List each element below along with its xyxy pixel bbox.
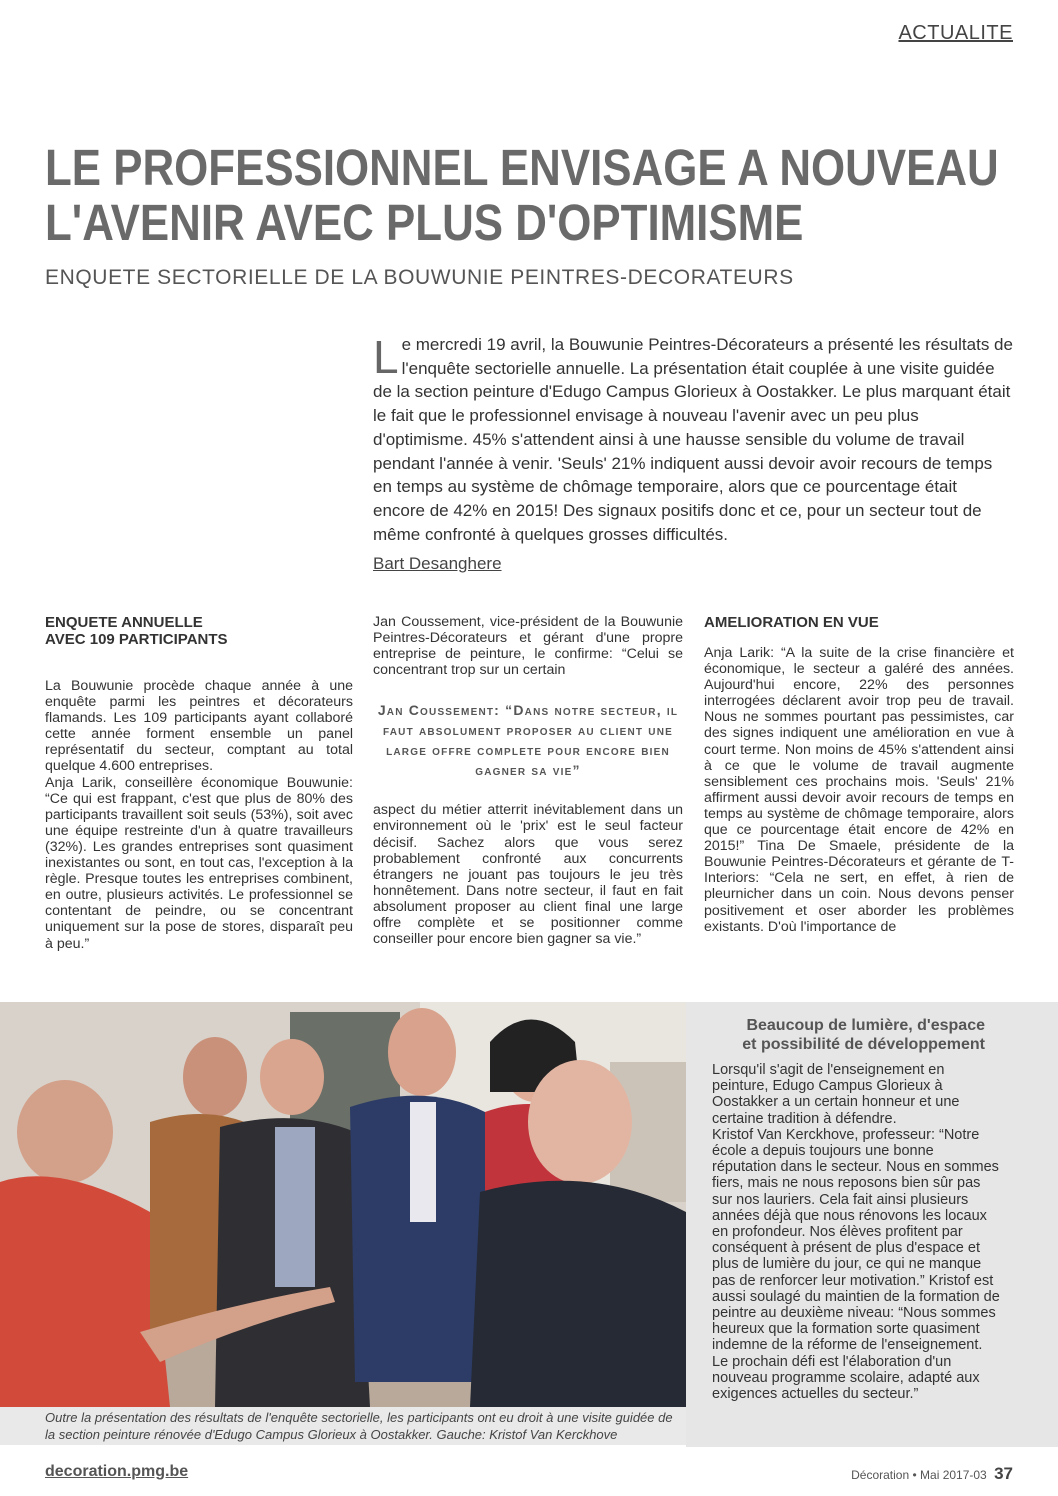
title-line-2: L'AVENIR AVEC PLUS D'OPTIMISME [45,194,804,251]
group-photo [0,1002,686,1407]
column-2-paragraph: aspect du métier atterrit inévitablement dans un environnement où le 'prix' est le seul facteur décisif. Sachez alors que vous serez probablement confronté aux concurrents étrangers ne jouant pas toujours le jeu très honnêtement. Dans notre secteur, il faut en fait absolument proposer au client final une large offre complète et se positionner comme conseiller pour encore bien gagner sa vie.” [373,802,683,948]
group-photo-illustration [0,1002,686,1407]
sidebar-body [712,1062,1002,1402]
column-1-heading-line-2: AVEC 109 PARTICIPANTS [45,631,228,648]
photo-caption: Outre la présentation des résultats de l'enquête sectorielle, les participants ont eu droit à une visite guidée de la section peinture rénovée d'Edugo Campus Glorieux à Oostakker. Gauche: Kristof Van Kerckhove [45,1410,673,1442]
title-line-1: LE PROFESSIONNEL ENVISAGE A NOUVEAU [45,139,999,196]
column-1-paragraph: Anja Larik, conseillère économique Bouwunie: “Ce qui est frappant, c'est que plus de 80% des participants travaillent soit seuls (53%), soit avec une équipe restreinte d'un à quatre travailleurs (32%). Les grandes entreprises sont quasiment inexistantes ou sont, en tout cas, l'exception à la règle. Presque toutes les entreprises combinent, en outre, plusieurs activités. Le professionnel se contentant de peindre, ou se concentrant uniquement sur la pose de stores, disparaît peu à peu.” [45,774,353,952]
pull-quote: Jan Coussement: “Dans notre secteur, il faut absolument proposer au client une large offre complete pour encore bien gagner sa vie” [377,702,679,779]
article-subtitle: ENQUETE SECTORIELLE DE LA BOUWUNIE PEINTRES-DECORATEURS [45,266,794,289]
sidebar-title-line-1: Beaucoup de lumière, d'espace [746,1017,985,1034]
column-3 [704,614,1014,935]
sidebar-title [700,1016,985,1054]
column-3-paragraph: Anja Larik: “A la suite de la crise financière et économique, le secteur a galéré des années. Aujourd'hui encore, 22% des personnes interrogées déclarent avoir trop peu de travail. Nous ne sommes pourtant pas pessimistes, car des signes indiquent une amélioration en vue à court terme. Non moins de 45% s'attendent ainsi à ce que le volume de travail augmente sensiblement ces prochains mois. 'Seuls' 21% affirment aussi devoir avoir recours de temps en temps au système de chômage temporaire, alors que ce pourcentage était encore de 42% en 2015!” Tina De Smaele, présidente de la Bouwunie Peintres-Décorateurs et gérante de T-Interiors: “Cela ne sert, en effet, à rien de pleurnicher dans un coin. Nous devons penser positivement et oser aborder les problèmes existants. D'où l'importance de [704,645,1014,935]
publication-info: Décoration • Mai 2017-03 [851,1468,987,1482]
footer-publication [851,1464,1013,1484]
article-lead [373,333,1013,546]
sidebar-paragraph: Kristof Van Kerckhove, professeur: “Notre école a depuis toujours une bonne réputation dans le secteur. Nous en sommes fiers, mais ne nous reposons bien sûr pas sur nos lauriers. Cela fait ainsi plusieurs années déjà que nous rénovons les locaux en profondeur. Nos élèves profitent par conséquent à présent de plus d'espace et plus de lumière du jour, ce qui ne manque pas de renforcer leur motivation.” Kristof est aussi soulagé du maintien de la formation de peintre au deuxième niveau: “Nous sommes heureux que la formation sorte quasiment indemne de la réforme de l'enseignement. Le prochain défi est l'élaboration d'un nouveau programme scolaire, adapté aux exigences actuelles du secteur.” [712,1126,1000,1403]
section-tag: ACTUALITE [898,22,1013,44]
column-1-paragraph: La Bouwunie procède chaque année à une enquête parmi les peintres et décorateurs flamands. Les 109 participants ayant collaboré cette année forment ensemble un panel représentatif du secteur, comptant au total quelque 4.600 entreprises. [45,678,353,775]
column-1-heading-line-1: ENQUETE ANNUELLE [45,614,203,631]
website-link[interactable]: decoration.pmg.be [45,1463,189,1480]
article-title [45,139,999,251]
column-1-heading [45,614,353,648]
column-2-paragraph: Jan Coussement, vice-président de la Bouwunie Peintres-Décorateurs et gérant d'une propre entreprise de peinture, le confirme: “Celui se concentrant trop sur un certain [373,614,683,679]
sidebar-title-line-2: et possibilité de développement [742,1036,985,1053]
lead-text: e mercredi 19 avril, la Bouwunie Peintres-Décorateurs a présenté les résultats de l'enquête sectorielle annuelle. La présentation était couplée à une visite guidée de la section peinture d'Edugo Campus Glorieux à Oostakker. Le plus marquant était le fait que le professionnel envisage à nouveau l'avenir avec un peu plus d'optimisme. 45% s'attendent ainsi à une hausse sensible du volume de travail pendant l'année à venir. 'Seuls' 21% indiquent aussi devoir avoir recours de temps en temps au système de chômage temporaire, alors que ce pourcentage était encore de 42% en 2015! Des signaux positifs donc et ce, pour un secteur tout de même confronté à quelques grosses difficultés. [373,335,1013,544]
article-author: Bart Desanghere [373,554,502,573]
column-1 [45,614,353,952]
lead-dropcap: L [373,331,399,383]
column-3-heading: AMELIORATION EN VUE [704,614,879,631]
sidebar-paragraph: Lorsqu'il s'agit de l'enseignement en peinture, Edugo Campus Glorieux à Oostakker a un certain honneur et une certaine tradition à défendre. [712,1062,960,1127]
column-2 [373,614,683,947]
page-number: 37 [994,1464,1013,1483]
